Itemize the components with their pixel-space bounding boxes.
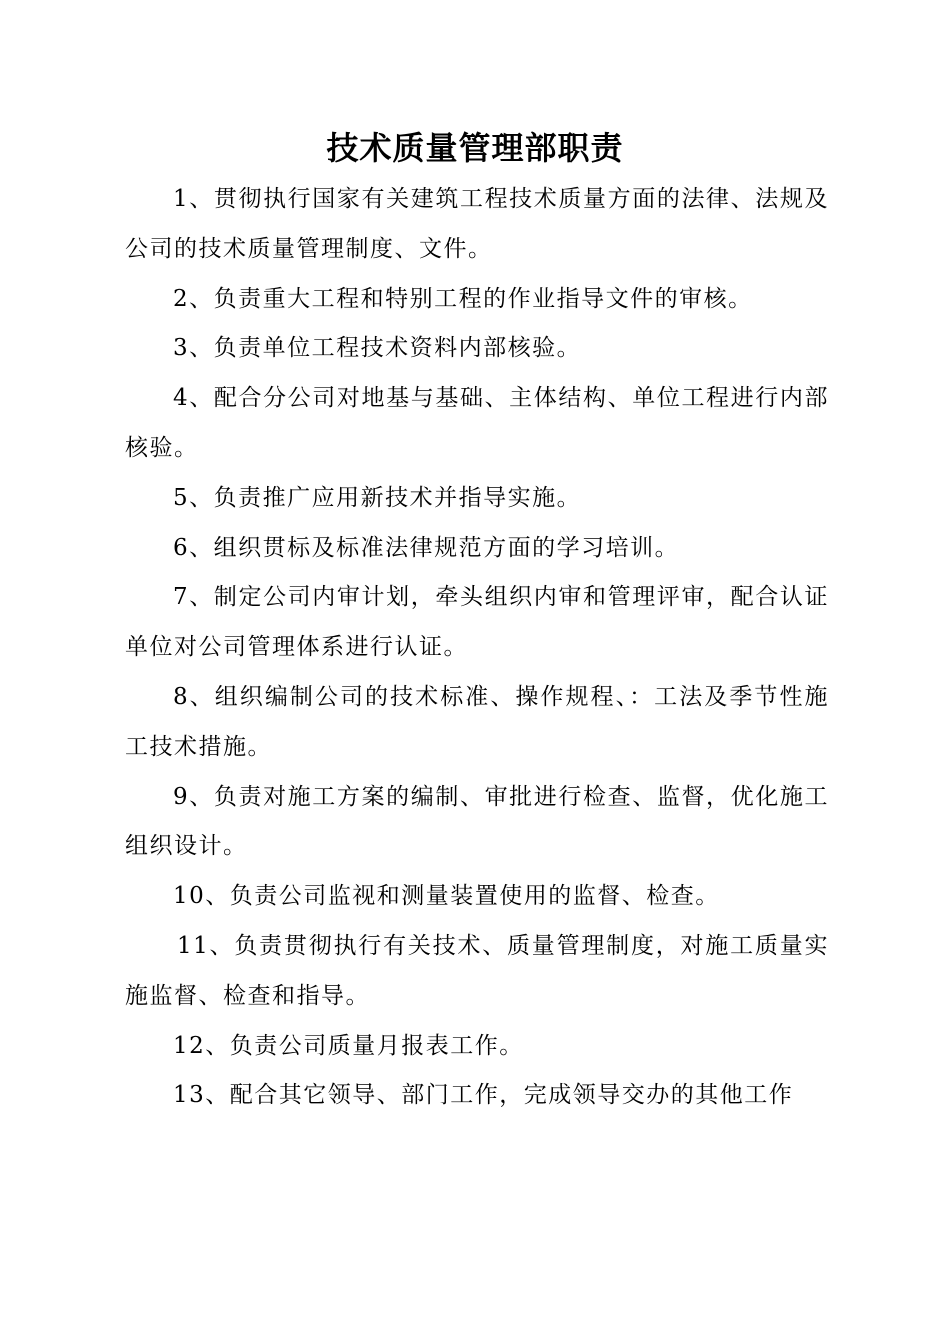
- duty-item-9: 9、负责对施工方案的编制、审批进行检查、监督，优化施工组织设计。: [125, 783, 829, 860]
- duty-item-4: 4、配合分公司对地基与基础、主体结构、单位工程进行内部核验。: [125, 385, 829, 461]
- duty-item-12: 12、负责公司质量月报表工作。: [173, 1032, 524, 1059]
- duty-list: [125, 175, 829, 1121]
- duty-item-13: 13、配合其它领导、部门工作，完成领导交办的其他工作: [173, 1082, 794, 1109]
- page-title: 技术质量管理部职责: [326, 129, 624, 167]
- duty-item-5: 5、负责推广应用新技术并指导实施。: [173, 484, 582, 511]
- duty-item-10: 10、负责公司监视和测量装置使用的监督、检查。: [173, 883, 720, 910]
- duty-item-6: 6、组织贯标及标准法律规范方面的学习培训。: [173, 534, 680, 561]
- duty-item-3: 3、负责单位工程技术资料内部核验。: [173, 335, 582, 362]
- duty-item-2: 2、负责重大工程和特别工程的作业指导文件的审核。: [173, 285, 753, 312]
- duty-item-8: 8、组织编制公司的技术标准、操作规程、：工法及季节性施工技术措施。: [125, 683, 829, 760]
- duty-item-11: 11、负责贯彻执行有关技术、质量管理制度，对施工质量实施监督、检查和指导。: [125, 932, 829, 1009]
- duty-item-7: 7、制定公司内审计划，牵头组织内审和管理评审，配合认证单位对公司管理体系进行认证。: [125, 584, 829, 661]
- duty-item-1: 1、贯彻执行国家有关建筑工程技术质量方面的法律、法规及公司的技术质量管理制度、文件。: [125, 186, 829, 262]
